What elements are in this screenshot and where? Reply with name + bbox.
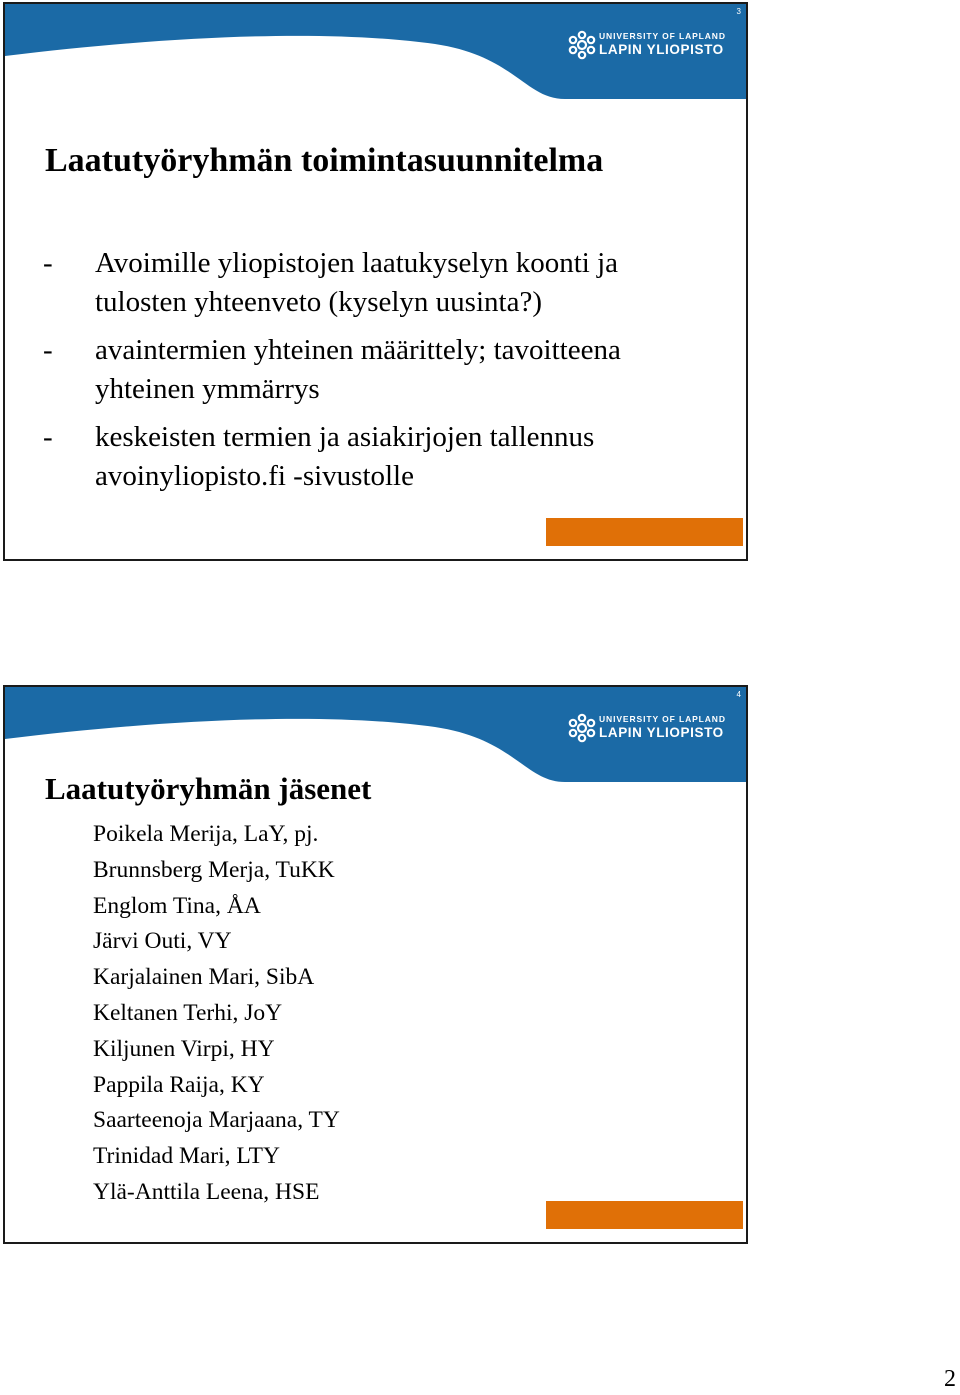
list-item: Trinidad Mari, LTY bbox=[93, 1143, 280, 1170]
bullet-item bbox=[43, 331, 695, 409]
bullet-dash: - bbox=[43, 247, 53, 279]
list-item: Saarteenoja Marjaana, TY bbox=[93, 1107, 340, 1134]
bullet-dash: - bbox=[43, 334, 53, 366]
list-item: Karjalainen Mari, SibA bbox=[93, 964, 315, 991]
slide-title: Laatutyöryhmän jäsenet bbox=[45, 771, 372, 806]
bullet-dash: - bbox=[43, 421, 53, 453]
slide-number: 4 bbox=[736, 690, 741, 699]
bullet-item bbox=[43, 418, 695, 496]
list-item: Kiljunen Virpi, HY bbox=[93, 1035, 275, 1062]
university-logo bbox=[565, 28, 745, 64]
slide-3 bbox=[3, 2, 748, 561]
bullet-list bbox=[43, 244, 695, 505]
list-item: Pappila Raija, KY bbox=[93, 1071, 265, 1098]
snowflake-icon bbox=[568, 713, 596, 743]
bullet-text: Avoimille yliopistojen laatukyselyn koonti ja tulosten yhteenveto (kyselyn uusinta?) bbox=[95, 247, 619, 318]
logo-line-finnish: LAPIN YLIOPISTO bbox=[599, 725, 724, 740]
logo-line-english: UNIVERSITY OF LAPLAND bbox=[599, 714, 726, 724]
slide-title: Laatutyöryhmän toimintasuunnitelma bbox=[45, 142, 604, 179]
logo-line-english: UNIVERSITY OF LAPLAND bbox=[599, 31, 726, 41]
accent-bar bbox=[546, 518, 743, 546]
slide-number: 3 bbox=[736, 7, 741, 16]
logo-line-finnish: LAPIN YLIOPISTO bbox=[599, 42, 724, 57]
university-logo bbox=[565, 711, 745, 747]
member-list bbox=[93, 817, 340, 1211]
slide-4 bbox=[3, 685, 748, 1244]
list-item: Brunnsberg Merja, TuKK bbox=[93, 856, 335, 883]
snowflake-icon bbox=[568, 30, 596, 60]
page-number: 2 bbox=[944, 1366, 956, 1392]
bullet-text: avaintermien yhteinen määrittely; tavoitteena yhteinen ymmärrys bbox=[95, 334, 621, 405]
accent-bar bbox=[546, 1201, 743, 1229]
list-item: Poikela Merija, LaY, pj. bbox=[93, 821, 319, 847]
list-item: Ylä-Anttila Leena, HSE bbox=[93, 1178, 320, 1205]
list-item: Järvi Outi, VY bbox=[93, 928, 232, 955]
list-item: Keltanen Terhi, JoY bbox=[93, 999, 283, 1026]
list-item: Englom Tina, ÅA bbox=[93, 892, 261, 919]
bullet-item bbox=[43, 244, 695, 322]
bullet-text: keskeisten termien ja asiakirjojen tallennus avoinyliopisto.fi -sivustolle bbox=[95, 421, 595, 492]
